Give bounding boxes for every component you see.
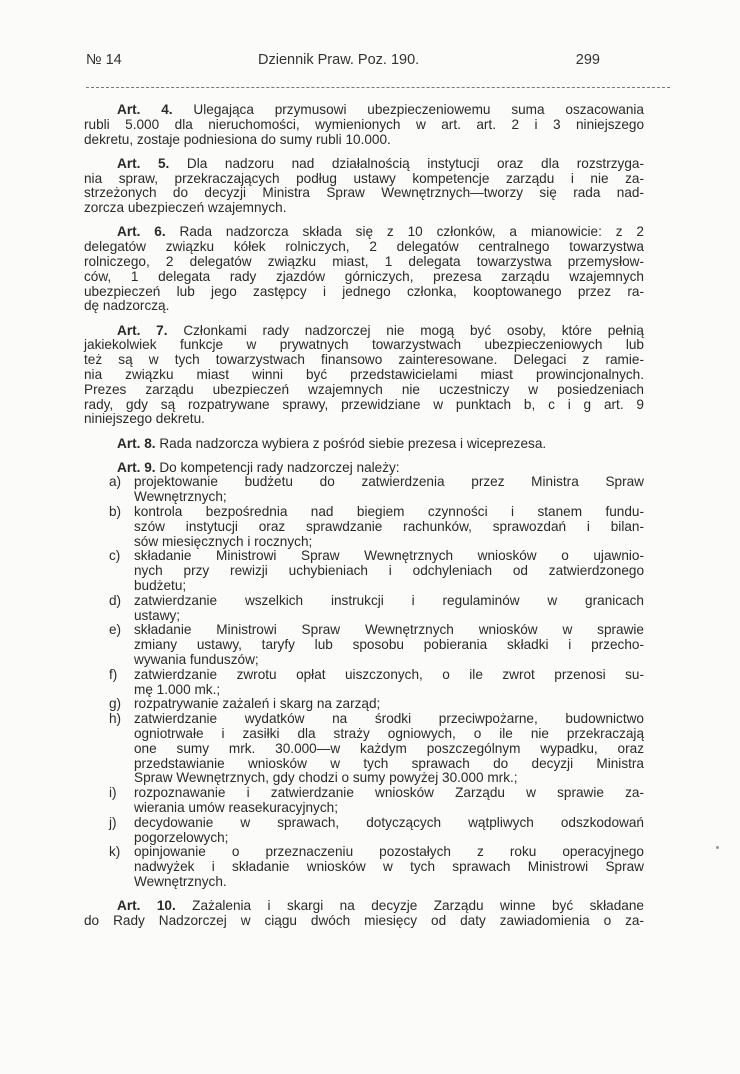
text-line: Wewnętrznych.	[134, 874, 227, 889]
text-line: wierania umów reasekuracyjnych;	[134, 800, 338, 816]
list-item	[84, 594, 644, 624]
article-text: Członkami rady nadzorczej nie mogą być osoby, które pełnią	[183, 322, 644, 338]
text-line	[84, 225, 644, 240]
article-label: Art. 5.	[117, 155, 187, 171]
text-line	[84, 899, 644, 914]
article-text: Ulegająca przymusowi ubezpieczeniowemu suma oszacowania	[193, 102, 644, 117]
text-line: jakiekolwiek funkcje w prywatnych towarzystwach ubezpieczeniowych lub	[84, 337, 644, 353]
text-line: Spraw Wewnętrznych, gdy chodzi o sumy powyżej 30.000 mrk.;	[134, 770, 518, 786]
text-line: przedstawianie wniosków w tych sprawach do decyzji Ministra	[134, 755, 644, 771]
list-item	[84, 712, 644, 786]
text-line: rady, gdy są rozpatrywane sprawy, przewidziane w punktach b, c i g art. 9	[84, 396, 644, 412]
text-line: ustawy;	[134, 607, 181, 623]
running-title: Dziennik Praw. Poz. 190.	[258, 52, 420, 68]
list-item-label: f)	[109, 666, 118, 682]
article-7	[84, 324, 644, 428]
list-item	[84, 505, 644, 549]
article-4	[84, 103, 644, 147]
article-label: Art. 9.	[117, 459, 160, 475]
article-text: Do kompetencji rady nadzorczej należy:	[159, 459, 400, 475]
text-line: niniejszego dekretu.	[84, 411, 205, 427]
article-text: Rada nadzorcza składa się z 10 członków, a mianowicie: z 2	[179, 224, 644, 240]
text-line: nych przy rewizji uchybieniach i odchyleniach od zatwierdzonego	[134, 563, 644, 579]
article-text: Zażalenia i skargi na decyzje Zarządu winne być składane	[192, 898, 644, 914]
text-line: też są w tych towarzystwach finansowo zainteresowane. Delegaci z ramie-	[84, 352, 644, 368]
article-label: Art. 4.	[117, 102, 194, 117]
article-label: Art. 6.	[117, 224, 180, 240]
text-line: sów miesięcznych i rocznych;	[134, 533, 313, 549]
text-line	[84, 461, 644, 476]
text-line: dekretu, zostaje podniesiona do sumy rubli 10.000.	[84, 131, 391, 147]
text-line	[84, 103, 644, 118]
list-item-label: i)	[109, 785, 117, 801]
text-line: szów instytucji oraz sprawdzanie rachunków, sprawozdań i bilan-	[134, 518, 644, 534]
text-line: decydowanie w sprawach, dotyczących wątpliwych odszkodowań	[134, 814, 644, 830]
list-item-label: g)	[109, 696, 122, 712]
text-line: do Rady Nadzorczej w ciągu dwóch miesięcy od daty zawiadomienia o za-	[84, 912, 644, 928]
text-line: ogniotrwałe i zasiłki dla straży ogniowych, o ile nie przekraczają	[134, 726, 644, 742]
article-text: Dla nadzoru nad działalnością instytucji oraz dla rozstrzyga-	[186, 155, 644, 171]
text-line	[84, 324, 644, 339]
text-line: zatwierdzanie wszelkich instrukcji i regulaminów w granicach	[134, 592, 644, 608]
text-line: rozpoznawanie i zatwierdzanie wniosków Zarządu w sprawie za-	[134, 785, 644, 801]
text-line: ubezpieczeń lub jego zastępcy i jednego członka, kooptowanego przez ra-	[84, 283, 644, 299]
page-number: 299	[575, 52, 600, 68]
list-item	[84, 623, 644, 667]
text-line: mę 1.000 mk.;	[134, 681, 221, 697]
text-line: opinjowanie o przeznaczeniu pozostałych z roku operacyjnego	[134, 844, 644, 860]
list-item	[84, 475, 644, 505]
list-item	[84, 786, 644, 816]
issue-number: № 14	[86, 52, 122, 68]
article-9	[84, 461, 644, 890]
text-line: Prezes zarządu ubezpieczeń wzajemnych nie uczestniczy w posiedzeniach	[84, 381, 644, 397]
text-line: pogorzelowych;	[134, 829, 229, 845]
list-item-label: c)	[109, 548, 121, 564]
list-item	[84, 549, 644, 593]
list-item	[84, 845, 644, 889]
text-line: one sumy mrk. 30.000—w każdym poszczególnym wypadku, oraz	[134, 740, 644, 756]
text-line: zorcza ubezpieczeń wzajemnych.	[84, 200, 287, 216]
list-item-label: h)	[109, 711, 122, 727]
text-line: nia związku miast winni być przedstawicielami miast prowincjonalnych.	[84, 366, 644, 382]
list-item	[84, 697, 644, 712]
text-line: rubli 5.000 dla nieruchomości, wymienionych w art. art. 2 i 3 niniejszego	[84, 116, 644, 132]
article-label: Art. 8.	[117, 435, 160, 451]
article-8	[84, 437, 644, 452]
text-line: delegatów związku kółek rolniczych, 2 delegatów centralnego towarzystwa	[84, 239, 644, 255]
text-line: rozpatrywanie zażaleń i skarg na zarząd;	[134, 696, 381, 712]
text-line: projektowanie budżetu do zatwierdzenia przez Ministra Spraw	[134, 474, 644, 490]
scan-speck	[716, 846, 719, 849]
list-item	[84, 816, 644, 846]
text-line: składanie Ministrowi Spraw Wewnętrznych wniosków o ujawnio-	[134, 548, 644, 564]
text-line: Wewnętrznych;	[134, 489, 227, 505]
text-line: kontrola bezpośrednia nad biegiem czynności i stanem fundu-	[134, 504, 644, 520]
text-line: budżetu;	[134, 578, 187, 594]
document-body	[84, 103, 644, 938]
text-line: zatwierdzanie wydatków na środki przeciwpożarne, budownictwo	[134, 711, 644, 727]
list-item	[84, 668, 644, 698]
text-line: dę nadzorczą.	[84, 298, 170, 314]
text-line: strzeżonych do decyzji Ministra Spraw Wewnętrznych—tworzy się rada nad-	[84, 185, 644, 201]
article-text: Rada nadzorcza wybiera z pośród siebie prezesa i wiceprezesa.	[159, 435, 547, 451]
text-line: ców, 1 delegata rady zjazdów górniczych, prezesa zarządu wzajemnych	[84, 268, 644, 284]
text-line: nadwyżek i składanie wniosków w tych sprawach Ministrowi Spraw	[134, 859, 644, 875]
text-line: nia spraw, przekraczających podług ustawy kompetencje zarządu i nie za-	[84, 170, 644, 186]
article-5	[84, 157, 644, 216]
text-line: zmiany ustawy, taryfy lub sposobu pobierania składki i przecho-	[134, 637, 644, 653]
article-6	[84, 225, 644, 314]
list-item-label: j)	[109, 814, 117, 830]
article-label: Art. 10.	[117, 898, 193, 914]
page-header	[86, 52, 600, 72]
list-item-label: b)	[109, 504, 122, 520]
text-line: wywania funduszów;	[134, 652, 259, 668]
text-line: składanie Ministrowi Spraw Wewnętrznych wniosków w sprawie	[134, 622, 644, 638]
list-item-label: e)	[109, 622, 122, 638]
list-item-label: k)	[109, 844, 121, 860]
list-item-label: a)	[109, 474, 122, 490]
text-line	[84, 437, 644, 452]
header-rule	[86, 87, 670, 88]
text-line	[84, 157, 644, 172]
article-10	[84, 899, 644, 929]
text-line: zatwierdzanie zwrotu opłat uiszczonych, o ile zwrot przenosi su-	[134, 666, 644, 682]
list-item-label: d)	[109, 592, 122, 608]
text-line: rolniczego, 2 delegatów związku miast, 1 delegata towarzystwa przemysłow-	[84, 253, 644, 269]
article-label: Art. 7.	[117, 322, 184, 338]
